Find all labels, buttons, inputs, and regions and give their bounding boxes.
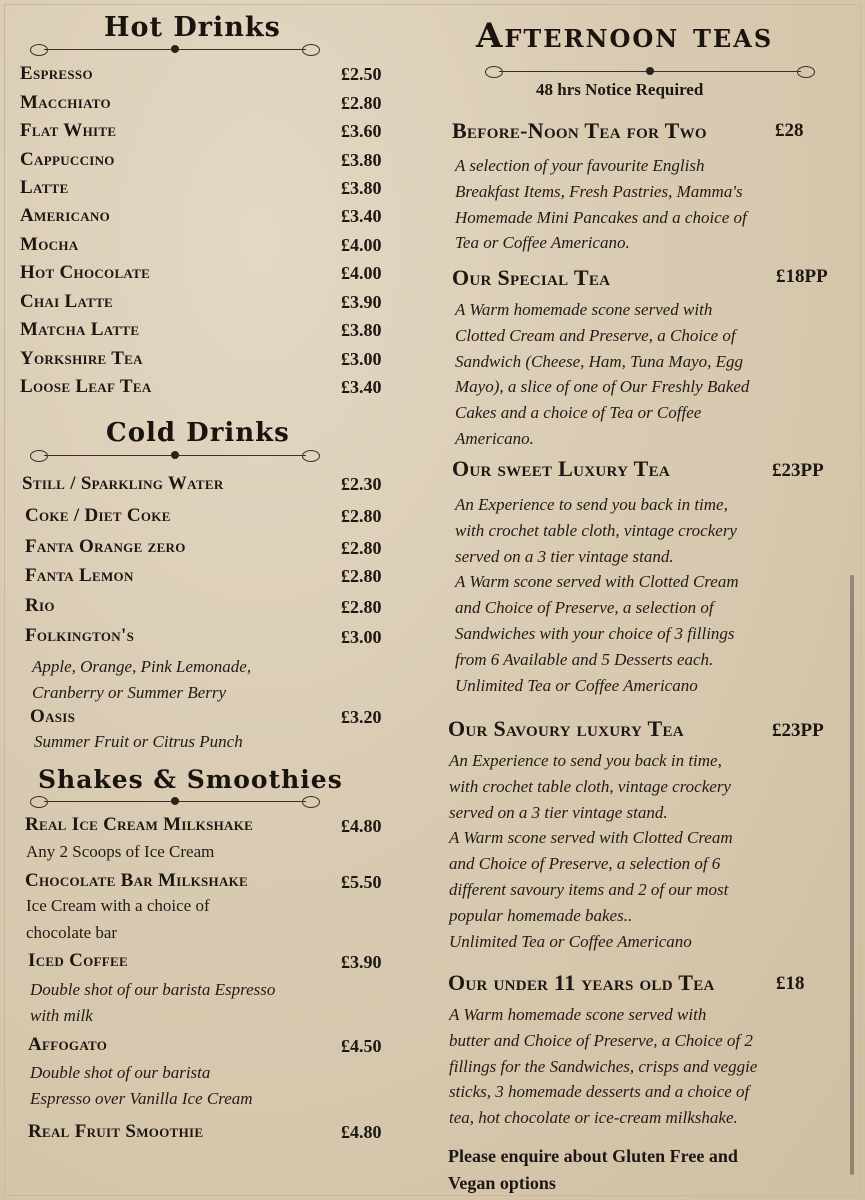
menu-item-name: Hot Chocolate [20, 262, 151, 283]
description-line: Any 2 Scoops of Ice Cream [26, 842, 215, 861]
menu-item-name: Matcha Latte [20, 319, 140, 340]
cold-drinks-divider [30, 450, 320, 462]
menu-item-description [34, 729, 243, 755]
menu-item-name: Latte [20, 177, 69, 198]
menu-item-name: Real Fruit Smoothie [28, 1121, 204, 1142]
hot-drinks-heading: Hot Drinks [104, 12, 281, 43]
description-line: A Warm homemade scone served with [455, 300, 713, 319]
tea-price: £23PP [772, 720, 824, 741]
tea-title: Before-Noon Tea for Two [452, 118, 707, 143]
description-line: with crochet table cloth, vintage crockery [449, 776, 731, 796]
menu-item-name: Espresso [20, 63, 93, 84]
menu-item-name: Still / Sparkling Water [22, 473, 224, 494]
tea-title: Our Special Tea [452, 265, 611, 290]
menu-item-name: Americano [20, 205, 111, 226]
notice-text: 48 hrs Notice Required [536, 80, 704, 99]
tea-price: £28 [775, 120, 804, 141]
description-line: A selection of your favourite English [455, 156, 705, 175]
description-line: with crochet table cloth, vintage crockery [455, 520, 737, 540]
tea-description [455, 153, 747, 256]
menu-item-price: £3.80 [341, 320, 382, 340]
shakes-heading: Shakes & Smoothies [38, 765, 343, 794]
dietary-note-line: Vegan options [448, 1173, 556, 1193]
description-line: Sandwiches with your choice of 3 fillings [455, 623, 735, 643]
description-line: served on a 3 tier vintage stand. [449, 802, 668, 822]
menu-item-price: £4.00 [341, 263, 382, 283]
menu-item-price: £3.80 [341, 150, 382, 170]
menu-item-price: £3.40 [341, 206, 382, 226]
menu-item-name: Mocha [20, 234, 79, 255]
menu-item-name: Real Ice Cream Milkshake [25, 814, 254, 835]
tea-price: £23PP [772, 460, 824, 481]
menu-item-price: £2.50 [341, 64, 382, 84]
menu-item-name: Fanta Lemon [25, 565, 134, 586]
tea-description [455, 297, 749, 452]
menu-item-name: Folkington's [25, 625, 135, 646]
menu-item-price: £2.80 [341, 538, 382, 558]
description-line: Double shot of our barista [30, 1063, 211, 1082]
dietary-note-line: Please enquire about Gluten Free and [448, 1146, 738, 1166]
afternoon-teas-divider [485, 66, 815, 78]
description-line: butter and Choice of Preserve, a Choice of 2 [449, 1030, 753, 1050]
menu-item-name: Oasis [30, 706, 76, 727]
menu-item-price: £2.80 [341, 566, 382, 586]
menu-item-price: £4.80 [341, 1122, 382, 1142]
description-line: Summer Fruit or Citrus Punch [34, 732, 243, 751]
tea-price: £18PP [776, 266, 828, 287]
menu-item-price: £3.40 [341, 377, 382, 397]
menu-item-price: £2.80 [341, 93, 382, 113]
description-line: An Experience to send you back in time, [455, 495, 728, 514]
tea-description [455, 492, 739, 698]
description-line: Unlimited Tea or Coffee Americano [455, 675, 698, 695]
menu-item-name: Loose Leaf Tea [20, 376, 152, 397]
description-line: Homemade Mini Pancakes and a choice of [455, 207, 747, 227]
description-line: Ice Cream with a choice of [26, 896, 210, 915]
description-line: Cakes and a choice of Tea or Coffee [455, 403, 702, 423]
description-line: Tea or Coffee Americano. [455, 233, 630, 253]
menu-item-price: £2.30 [341, 474, 382, 494]
description-line: Americano. [455, 428, 534, 448]
menu-item-price: £3.90 [341, 952, 382, 972]
description-line: Apple, Orange, Pink Lemonade, [32, 657, 252, 676]
description-line: with milk [30, 1005, 93, 1025]
shakes-divider [30, 796, 320, 808]
description-line: Clotted Cream and Preserve, a Choice of [455, 325, 736, 345]
description-line: Cranberry or Summer Berry [32, 682, 227, 702]
description-line: Mayo), a slice of one of Our Freshly Baked [455, 377, 750, 397]
tea-title: Our under 11 years old Tea [448, 970, 715, 995]
menu-item-price: £4.80 [341, 816, 382, 836]
menu-item-name: Affogato [28, 1034, 108, 1055]
menu-item-price: £3.00 [341, 349, 382, 369]
description-line: chocolate bar [26, 923, 118, 942]
menu-item-name: Iced Coffee [28, 950, 128, 971]
description-line: fillings for the Sandwiches, crisps and veggie [449, 1056, 758, 1076]
description-line: tea, hot chocolate or ice-cream milkshake. [449, 1108, 738, 1128]
description-line: A Warm scone served with Clotted Cream [455, 572, 739, 592]
menu-item-description [26, 892, 210, 946]
description-line: Breakfast Items, Fresh Pastries, Mamma's [455, 181, 743, 201]
menu-item-name: Chocolate Bar Milkshake [25, 870, 249, 891]
tea-title: Our sweet Luxury Tea [452, 456, 671, 481]
menu-item-name: Macchiato [20, 92, 111, 113]
hot-drinks-divider [30, 44, 320, 56]
menu-item-name: Rio [25, 595, 55, 616]
menu-item-description [30, 1060, 253, 1112]
dietary-note [448, 1143, 738, 1197]
description-line: A Warm scone served with Clotted Cream [449, 828, 733, 848]
menu-item-description [30, 977, 275, 1029]
description-line: different savoury items and 2 of our most [449, 879, 729, 899]
menu-item-price: £2.80 [341, 597, 382, 617]
tea-description [449, 1002, 757, 1131]
menu-item-price: £3.20 [341, 707, 382, 727]
cold-drinks-heading: Cold Drinks [106, 418, 290, 448]
description-line: sticks, 3 homemade desserts and a choice of [449, 1082, 750, 1102]
menu-item-name: Coke / Diet Coke [25, 505, 171, 526]
menu-item-name: Flat White [20, 120, 117, 141]
menu-item-description [26, 838, 214, 865]
menu-item-price: £4.00 [341, 235, 382, 255]
afternoon-teas-heading: Afternoon teas [476, 16, 774, 56]
menu-item-price: £2.80 [341, 506, 382, 526]
description-line: Double shot of our barista Espresso [30, 980, 276, 999]
description-line: and Choice of Preserve, a selection of 6 [449, 854, 721, 874]
description-line: Espresso over Vanilla Ice Cream [30, 1088, 253, 1108]
menu-item-price: £5.50 [341, 872, 382, 892]
menu-item-name: Chai Latte [20, 291, 114, 312]
description-line: Sandwich (Cheese, Ham, Tuna Mayo, Egg [455, 351, 744, 371]
menu-item-price: £3.90 [341, 292, 382, 312]
tea-price: £18 [776, 973, 805, 994]
description-line: A Warm homemade scone served with [449, 1005, 707, 1024]
menu-item-name: Cappuccino [20, 149, 115, 170]
menu-item-name: Fanta Orange zero [25, 536, 186, 557]
description-line: popular homemade bakes.. [449, 905, 633, 925]
menu-item-price: £3.60 [341, 121, 382, 141]
tea-description [449, 748, 733, 954]
menu-item-price: £3.80 [341, 178, 382, 198]
description-line: and Choice of Preserve, a selection of [455, 598, 714, 618]
description-line: Unlimited Tea or Coffee Americano [449, 931, 692, 951]
menu-item-price: £3.00 [341, 627, 382, 647]
menu-item-name: Yorkshire Tea [20, 348, 143, 369]
menu-item-price: £4.50 [341, 1036, 382, 1056]
scrollbar[interactable] [850, 575, 854, 1175]
description-line: from 6 Available and 5 Desserts each. [455, 649, 714, 669]
description-line: served on a 3 tier vintage stand. [455, 546, 674, 566]
tea-title: Our Savoury luxury Tea [448, 716, 684, 741]
description-line: An Experience to send you back in time, [449, 751, 722, 770]
menu-item-description [32, 654, 251, 706]
